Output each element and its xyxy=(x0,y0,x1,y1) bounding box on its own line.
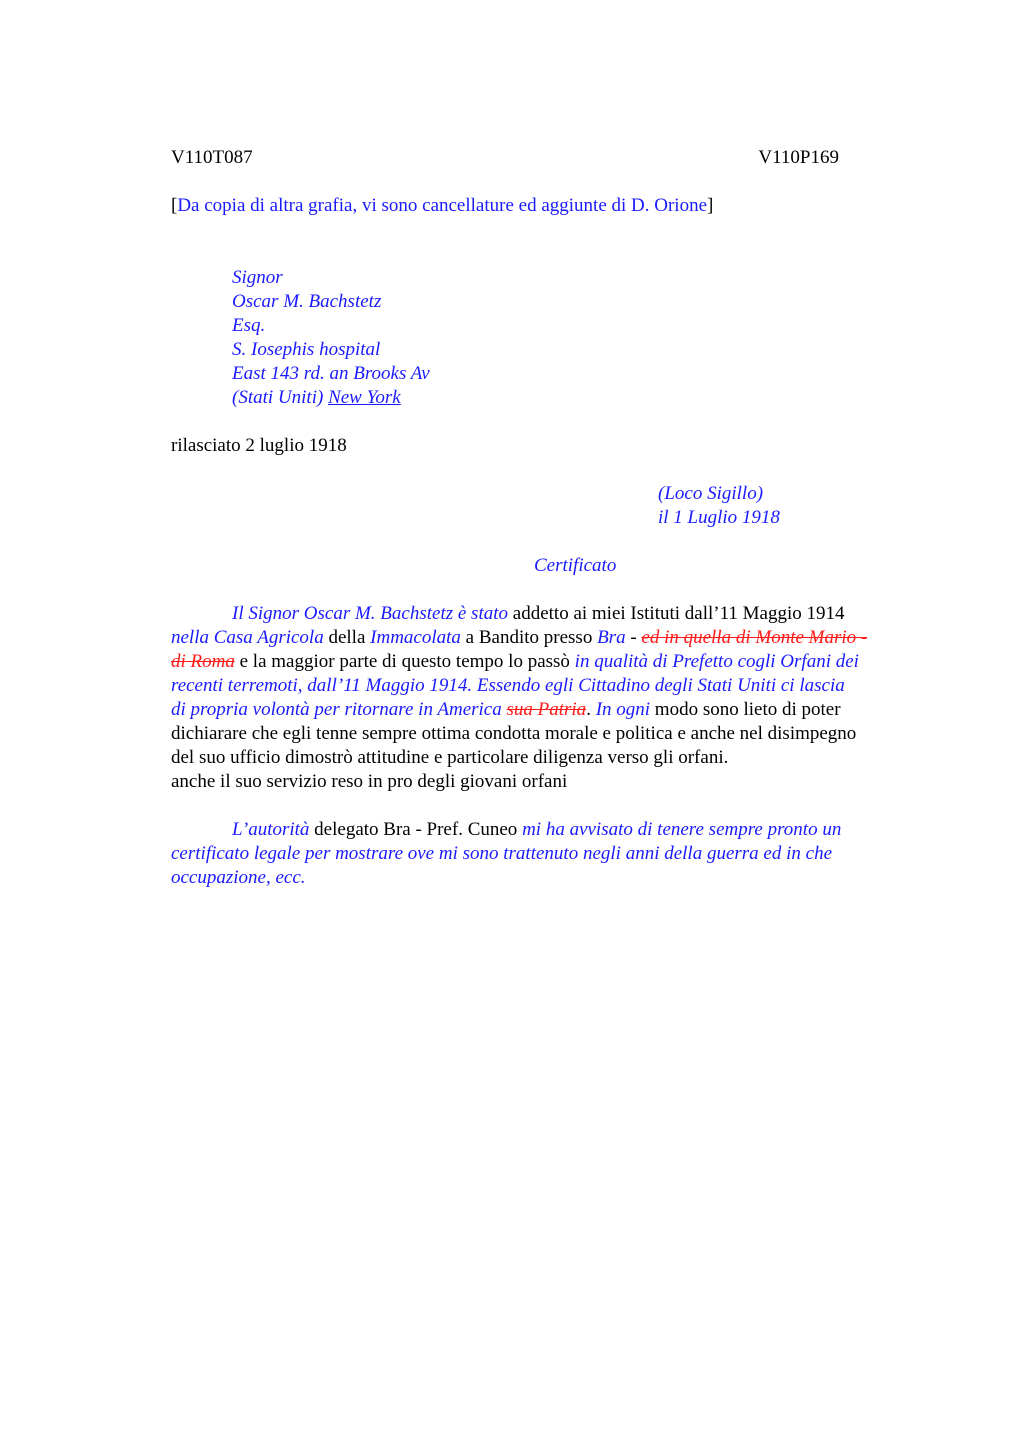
address-line: S. Iosephis hospital xyxy=(232,339,381,360)
body-line: di Roma e la maggior parte di questo tempo lo passò in qualità di Prefetto cogli Orfani dei xyxy=(171,651,859,672)
certificate-body xyxy=(171,602,921,794)
address-country: (Stati Uniti) xyxy=(232,387,329,408)
seal-line: (Loco Sigillo) xyxy=(658,483,764,504)
recipient-address xyxy=(232,266,921,410)
address-line: Esq. xyxy=(232,315,266,336)
code-right: V110P169 xyxy=(758,147,839,168)
release-date: rilasciato 2 luglio 1918 xyxy=(171,435,347,456)
editorial-note xyxy=(171,194,921,218)
note-text: Da copia di altra grafia, vi sono cancellature ed aggiunte di D. Orione xyxy=(177,195,708,216)
body-line: anche il suo servizio reso in pro degli giovani orfani xyxy=(171,771,568,792)
body-line: recenti terremoti, dall’11 Maggio 1914. Essendo egli Cittadino degli Stati Uniti ci lascia xyxy=(171,675,845,696)
seal-date: il 1 Luglio 1918 xyxy=(658,507,780,528)
address-line: Oscar M. Bachstetz xyxy=(232,291,382,312)
body-line: certificato legale per mostrare ove mi sono trattenuto negli anni della guerra ed in che xyxy=(171,843,833,864)
seal-block xyxy=(658,482,921,530)
body-line: dichiarare che egli tenne sempre ottima condotta morale e politica e anche nel disimpegno xyxy=(171,723,857,744)
note-close-bracket: ] xyxy=(707,195,714,216)
deleted-text: sua Patria xyxy=(506,699,587,720)
authority-paragraph xyxy=(171,818,921,890)
address-city: New York xyxy=(328,387,401,408)
note-open-bracket: [ xyxy=(171,195,178,216)
certificate-title: Certificato xyxy=(534,555,617,576)
body-line: L’autorità delegato Bra - Pref. Cuneo mi ha avvisato di tenere sempre pronto un xyxy=(232,819,842,840)
code-left: V110T087 xyxy=(171,147,253,168)
address-line: Signor xyxy=(232,267,283,288)
deleted-text: di Roma xyxy=(171,651,235,672)
body-line: Il Signor Oscar M. Bachstetz è stato addetto ai miei Istituti dall’11 Maggio 1914 xyxy=(232,603,845,624)
body-line: nella Casa Agricola della Immacolata a Bandito presso Bra - ed in quella di Monte Mario - xyxy=(171,627,868,648)
deleted-text: ed in quella di Monte Mario - xyxy=(641,627,868,648)
address-line xyxy=(232,386,921,410)
body-line: di propria volontà per ritornare in America sua Patria. In ogni modo sono lieto di poter xyxy=(171,699,841,720)
body-line: del suo ufficio dimostrò attitudine e particolare diligenza verso gli orfani. xyxy=(171,747,729,768)
body-line: occupazione, ecc. xyxy=(171,867,306,888)
address-line: East 143 rd. an Brooks Av xyxy=(232,363,430,384)
document-codes xyxy=(171,146,839,170)
document-page xyxy=(171,146,921,890)
